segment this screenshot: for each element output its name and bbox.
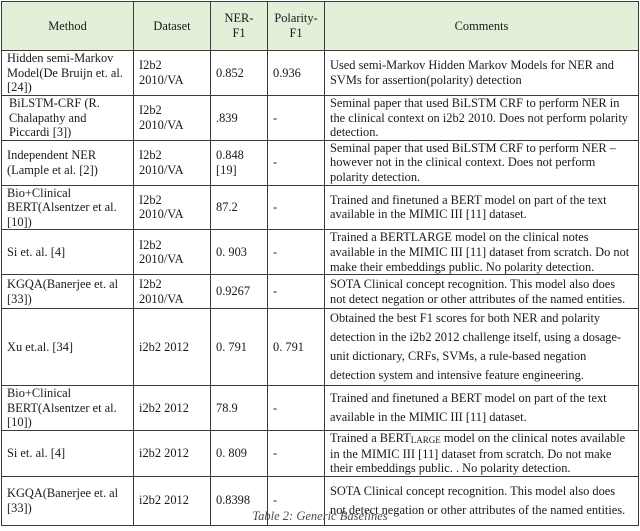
cell-dataset: I2b2 2010/VA xyxy=(134,230,211,275)
cell-comments: Seminal paper that used BiLSTM CRF to perform NER in the clinical context on i2b2 2010. Does not perform polarity detection. xyxy=(325,96,639,141)
cell-method: KGQA(Banerjee et. al [33]) xyxy=(2,476,134,525)
table-row xyxy=(2,140,639,185)
column-header-dataset: Dataset xyxy=(134,2,211,51)
table-header-row xyxy=(2,2,639,51)
ner-header-line1: NER- xyxy=(224,11,254,26)
table-row xyxy=(2,185,639,230)
table-row xyxy=(2,386,639,431)
cell-polarity-f1: - xyxy=(268,430,325,476)
cell-dataset: i2b2 2012 xyxy=(134,430,211,476)
cell-polarity-f1: - xyxy=(268,96,325,141)
cell-ner-f1: 78.9 xyxy=(211,386,268,431)
cell-comments: Obtained the best F1 scores for both NER and polarity detection in the i2b2 2012 challenge itself, using a dosage-unit dictionary, CRFs, SVMs, a rule-based negation detection system and intensive feature engineering. xyxy=(325,309,639,386)
cell-comments: Used semi-Markov Hidden Markov Models for NER and SVMs for assertion(polarity) detection xyxy=(325,51,639,96)
cell-dataset: I2b2 2010/VA xyxy=(134,96,211,141)
cell-comments: SOTA Clinical concept recognition. This model also does not detect negation or other attributes of the named entities. xyxy=(325,476,639,525)
cell-ner-f1: 0.8398 xyxy=(211,476,268,525)
cell-ner-f1: .839 xyxy=(211,96,268,141)
cell-polarity-f1: - xyxy=(268,275,325,309)
comment-text-prefix: Trained a BERT xyxy=(330,430,411,445)
ner-header-line2: F1 xyxy=(232,26,246,40)
table-row xyxy=(2,96,639,141)
comment-text-rest: model on the clinical notes available in the MIMIC III [11] dataset from scratch. Do not make their embeddings public. . No polarity detection. xyxy=(330,430,626,476)
cell-polarity-f1: 0.936 xyxy=(268,51,325,96)
table-row xyxy=(2,430,639,476)
comment-subscript-large: LARGE xyxy=(410,434,441,445)
cell-polarity-f1: - xyxy=(268,476,325,525)
cell-method: Bio+Clinical BERT(Alsentzer et al. [10]) xyxy=(2,185,134,230)
cell-ner-f1: 0. 903 xyxy=(211,230,268,275)
cell-method: Bio+Clinical BERT(Alsentzer et al. [10]) xyxy=(2,386,134,431)
cell-method: Si et. al. [4] xyxy=(2,430,134,476)
cell-dataset: i2b2 2012 xyxy=(134,309,211,386)
cell-ner-f1: 0.9267 xyxy=(211,275,268,309)
cell-comments: SOTA Clinical concept recognition. This model also does not detect negation or other attributes of the named entities. xyxy=(325,275,639,309)
cell-dataset: i2b2 2012 xyxy=(134,476,211,525)
cell-ner-f1: 0. 809 xyxy=(211,430,268,476)
cell-method: BiLSTM-CRF (R. Chalapathy and Piccardi [3]) xyxy=(2,96,134,141)
cell-dataset: I2b2 2010/VA xyxy=(134,140,211,185)
cell-polarity-f1: - xyxy=(268,386,325,431)
cell-comments xyxy=(325,430,639,476)
cell-ner-f1: 87.2 xyxy=(211,185,268,230)
cell-ner-f1: 0.852 xyxy=(211,51,268,96)
cell-dataset: i2b2 2012 xyxy=(134,386,211,431)
table-row xyxy=(2,275,639,309)
cell-ner-f1: 0. 791 xyxy=(211,309,268,386)
cell-polarity-f1: 0. 791 xyxy=(268,309,325,386)
polarity-header-line1: Polarity- xyxy=(274,11,318,26)
cell-method: Si et. al. [4] xyxy=(2,230,134,275)
cell-comments: Trained and finetuned a BERT model on part of the text available in the MIMIC III [11] dataset. xyxy=(325,386,639,431)
table-row xyxy=(2,230,639,275)
column-header-comments: Comments xyxy=(325,2,639,51)
polarity-header-line2: F1 xyxy=(289,26,303,40)
column-header-ner-f1 xyxy=(211,2,268,51)
cell-dataset: I2b2 2010/VA xyxy=(134,51,211,96)
column-header-polarity-f1 xyxy=(268,2,325,51)
cell-method: Hidden semi-Markov Model(De Bruijn et. al.[24]) xyxy=(2,51,134,96)
cell-method: Independent NER (Lample et al. [2]) xyxy=(2,140,134,185)
table-row xyxy=(2,51,639,96)
cell-comments: Seminal paper that used BiLSTM CRF to perform NER – however not in the clinical context. Does not perform polarity detection. xyxy=(325,140,639,185)
cell-dataset: I2b2 2010/VA xyxy=(134,275,211,309)
cell-comments: Trained a BERTLARGE model on the clinical notes available in the MIMIC III [11] dataset from scratch. Do not make their embeddings public. No polarity detection. xyxy=(325,230,639,275)
cell-method: Xu et.al. [34] xyxy=(2,309,134,386)
cell-polarity-f1: - xyxy=(268,230,325,275)
cell-method: KGQA(Banerjee et. al [33]) xyxy=(2,275,134,309)
cell-polarity-f1: - xyxy=(268,140,325,185)
cell-dataset: I2b2 2010/VA xyxy=(134,185,211,230)
cell-comments: Trained and finetuned a BERT model on part of the text available in the MIMIC III [11] dataset. xyxy=(325,185,639,230)
cell-ner-f1: 0.848 [19] xyxy=(211,140,268,185)
table-caption: Table 2: Generic Baselines xyxy=(252,509,388,523)
cell-polarity-f1: - xyxy=(268,185,325,230)
column-header-method: Method xyxy=(2,2,134,51)
table-row xyxy=(2,309,639,386)
generic-baselines-table xyxy=(1,1,639,526)
